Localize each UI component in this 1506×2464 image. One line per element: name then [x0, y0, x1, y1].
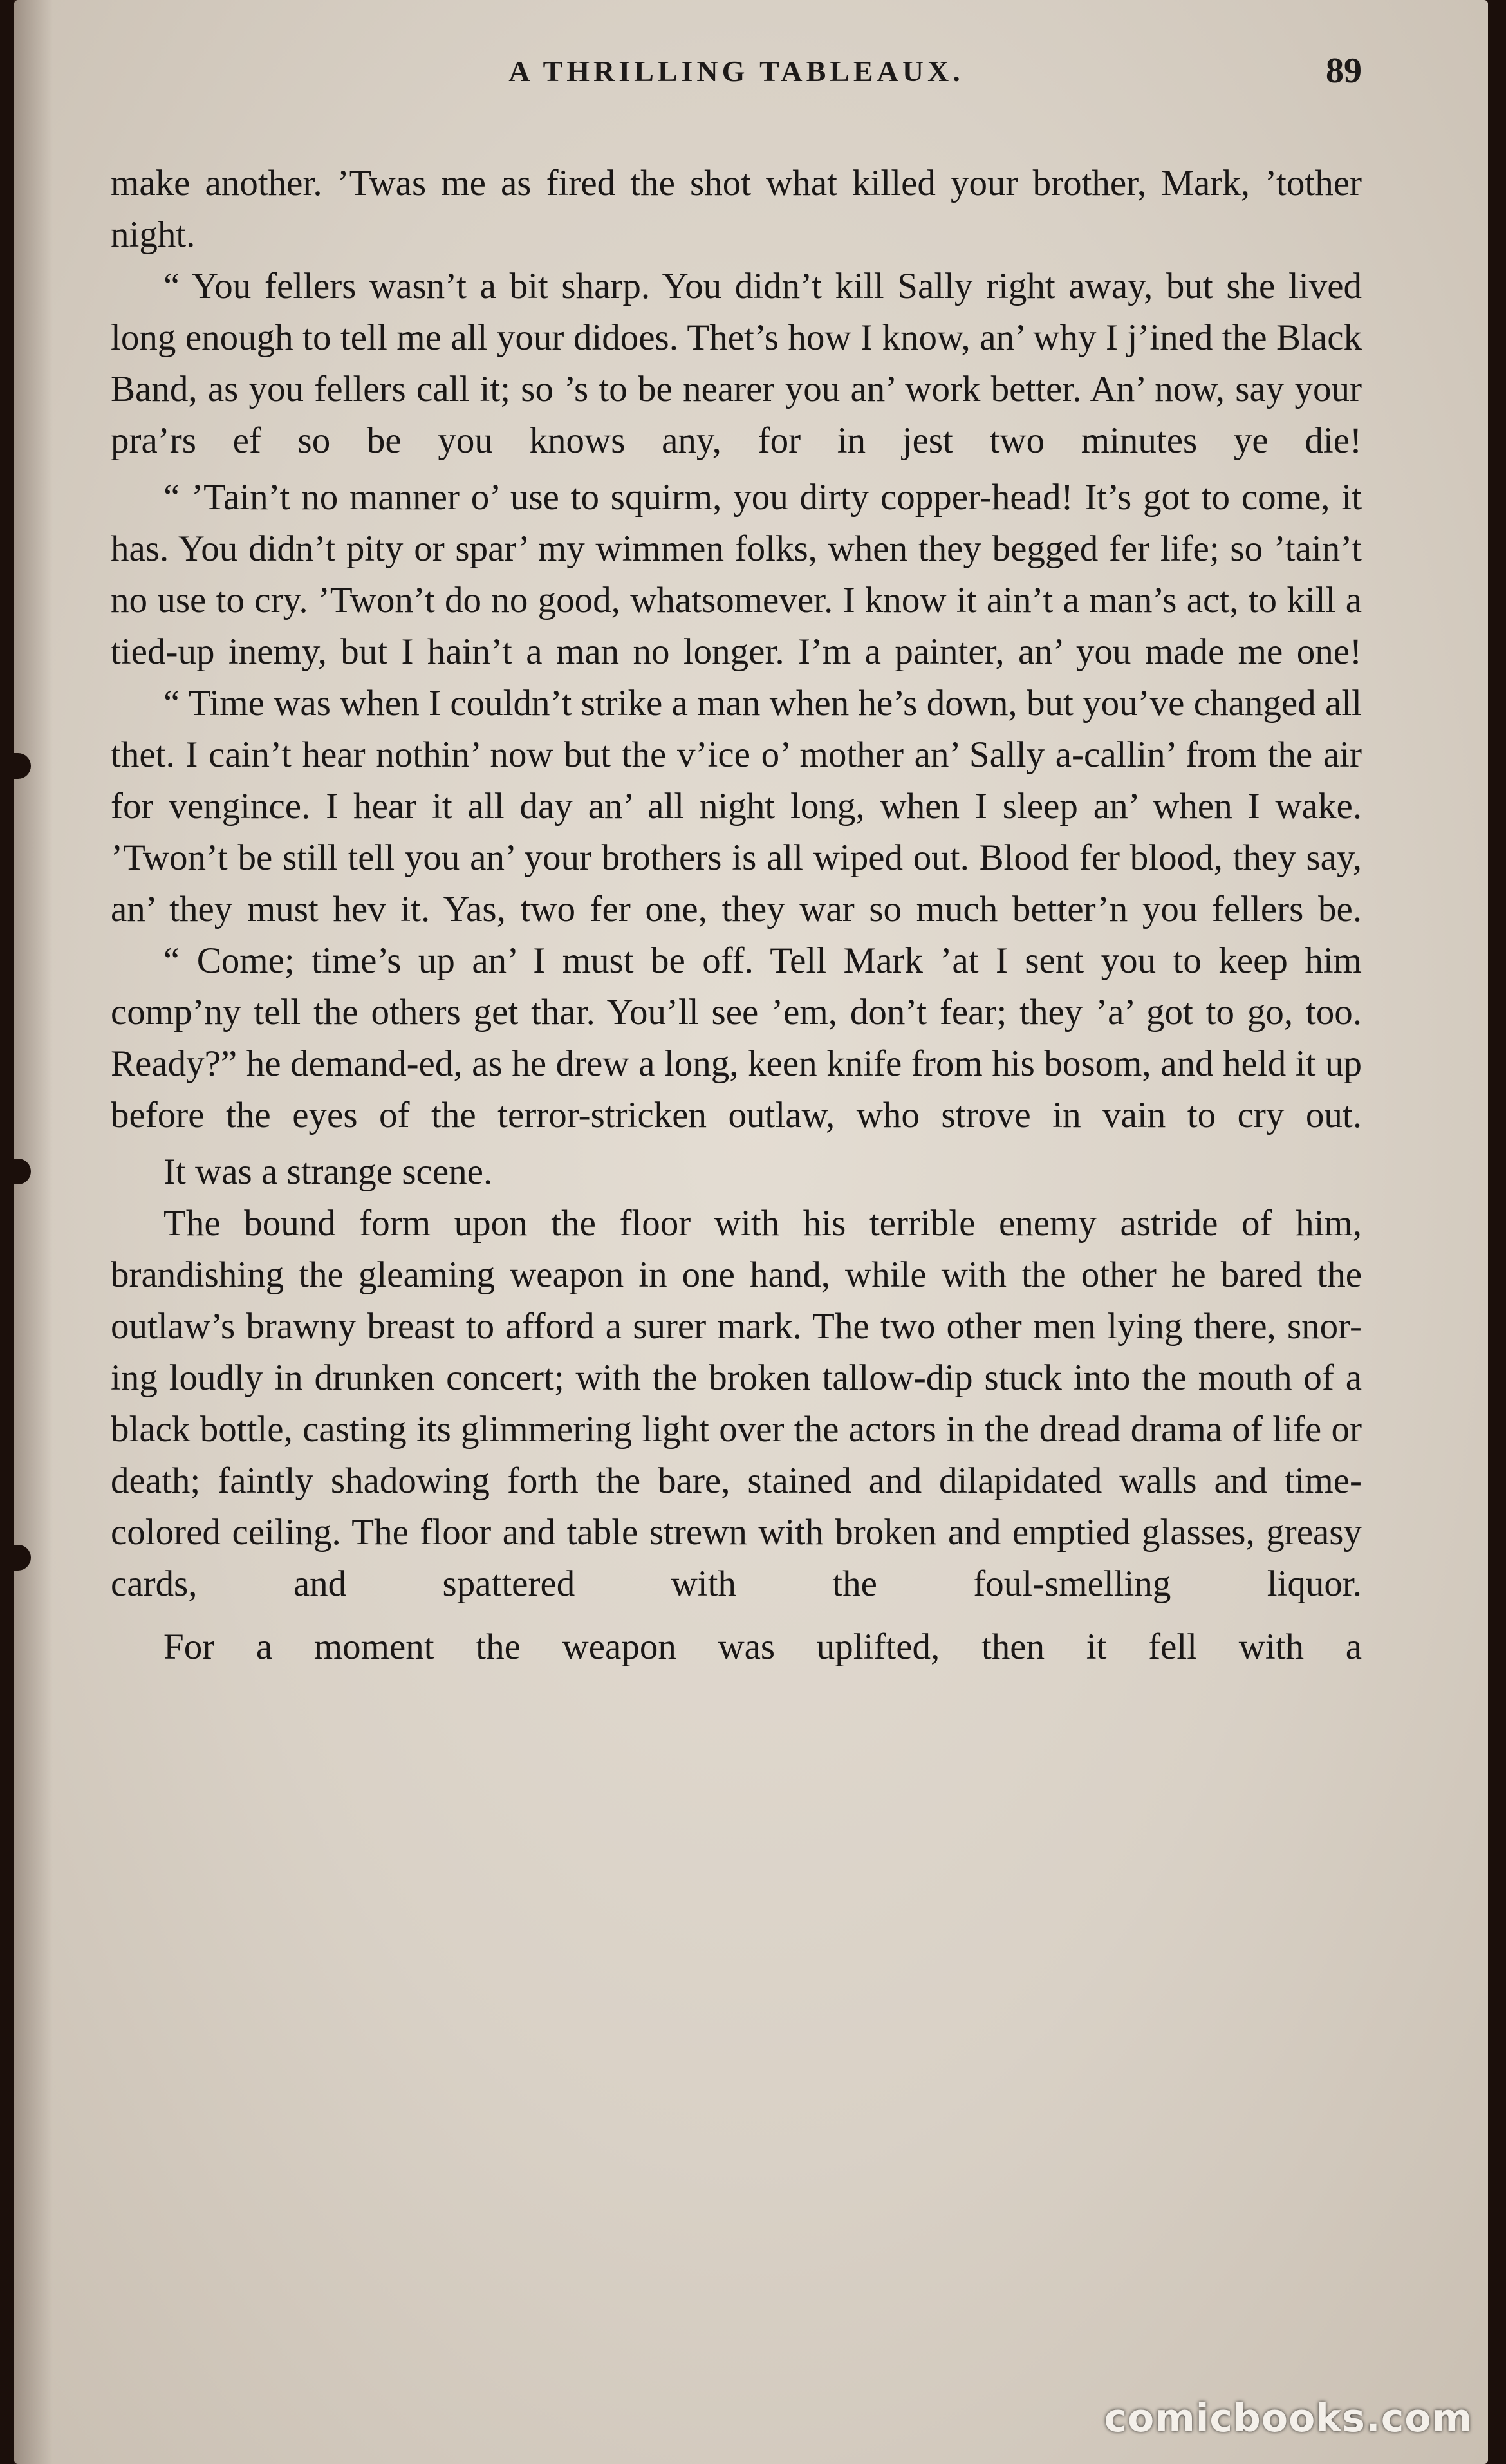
paragraph: “ ’Tain’t no manner o’ use to squirm, you dirty copper-head! It’s got to come, it has. You didn’t pity or spar’ my wimmen folks, when they begged fer life; so ’tain’t no use to cry. ’Twon’t do no good, whatsomever. I know it ain’t a man’s act, to kill a tied-up inemy, but I hain’t a man no longer. I’m a painter, an’ you made me one!	[111, 477, 1362, 672]
paragraph: It was a strange scene.	[163, 1152, 493, 1192]
book-page	[14, 0, 1488, 2464]
page-number: 89	[1326, 51, 1362, 91]
paragraph: The bound form upon the floor with his terrible enemy astride of him, brandishing the gleaming weapon in one hand, while with the other he bared the outlaw’s brawny breast to afford a surer mark. The two other men lying there, snor-ing loudly in drunken concert; with the broken tallow-dip stuck into the mouth of a black bottle, casting its glimmering light over the actors in the dread drama of life or death; faintly shadowing forth the bare, stained and dilapidated walls and time-colored ceiling. The floor and table strewn with broken and emptied glasses, greasy cards, and spattered with the foul-smelling liquor.	[111, 1203, 1362, 1604]
paragraph: make another. ’Twas me as fired the shot what killed your brother, Mark, ’tother night.	[111, 163, 1362, 255]
paragraph: “ Time was when I couldn’t strike a man when he’s down, but you’ve changed all thet. I cain’t hear nothin’ now but the v’ice o’ mother an’ Sally a-callin’ from the air for vengince. I hear it all day an’ all night long, when I sleep an’ when I wake. ’Twon’t be still tell you an’ your brothers is all wiped out. Blood fer blood, they say, an’ they must hev it. Yas, two fer one, they war so much better’n you fellers be.	[111, 683, 1362, 929]
paragraph: “ You fellers wasn’t a bit sharp. You didn’t kill Sally right away, but she lived long enough to tell me all your didoes. Thet’s how I know, an’ why I j’ined the Black Band, as you fellers call it; so ’s to be nearer you an’ work better. An’ now, say your pra’rs ef so be you knows any, for in jest two minutes ye die!	[111, 266, 1362, 461]
running-title: A THRILLING TABLEAUX.	[508, 55, 964, 88]
watermark: comicbooks.com	[1104, 2396, 1473, 2441]
spine-shadow	[14, 0, 53, 2464]
page-header	[111, 51, 1362, 112]
body-text	[111, 158, 1362, 1673]
paragraph: For a moment the weapon was uplifted, then it fell with a	[163, 1627, 1362, 1667]
paragraph: “ Come; time’s up an’ I must be off. Tell Mark ’at I sent you to keep him comp’ny tell the others get thar. You’ll see ’em, don’t fear; they ’a’ got to go, too. Ready?” he demand-ed, as he drew a long, keen knife from his bosom, and held it up before the eyes of the terror-stricken outlaw, who strove in vain to cry out.	[111, 940, 1362, 1135]
